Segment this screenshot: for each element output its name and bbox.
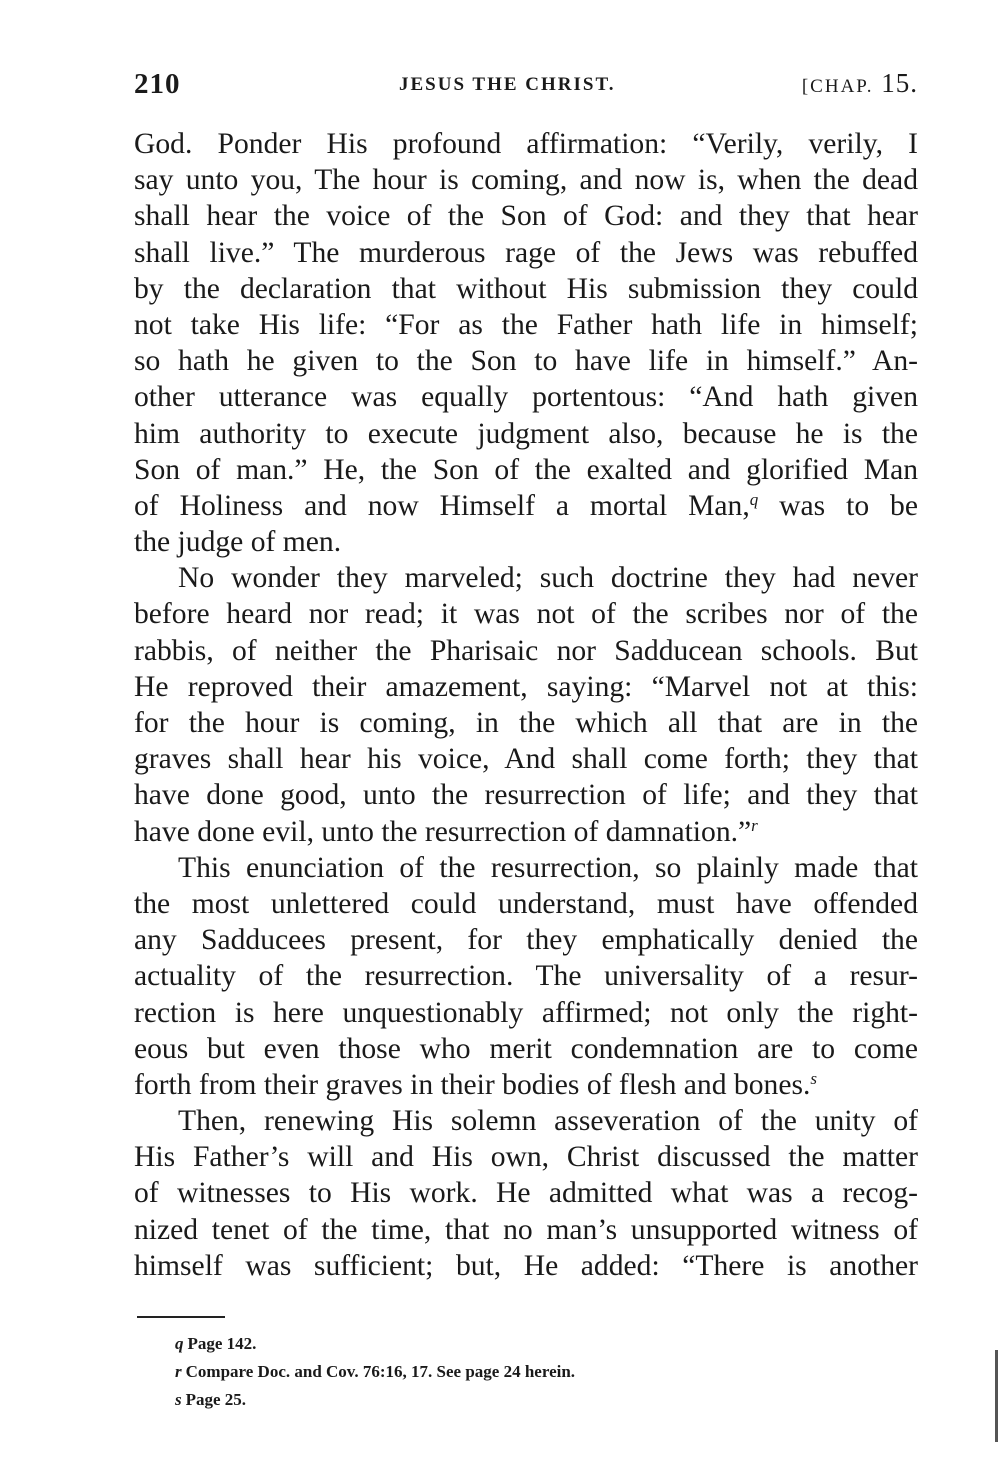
text-line: He reproved their amazement, saying: “Marvel not at this: bbox=[134, 670, 918, 703]
page-number: 210 bbox=[134, 68, 181, 100]
text-segment: forth from their graves in their bodies of flesh and bones. bbox=[134, 1068, 811, 1101]
footnote-ref-r[interactable]: r bbox=[751, 815, 758, 835]
text-line: before heard nor read; it was not of the scribes nor of the bbox=[134, 598, 918, 631]
footnote-marker: r bbox=[175, 1362, 182, 1381]
text-line: nized tenet of the time, that no man’s unsupported witness of bbox=[134, 1213, 918, 1246]
text-line: not take His life: “For as the Father hath life in himself; bbox=[134, 308, 918, 341]
body-text bbox=[134, 126, 918, 1284]
text-line: Then, renewing His solemn asseveration of the unity of bbox=[178, 1105, 918, 1138]
book-title: JESUS THE CHRIST. bbox=[399, 74, 616, 95]
footnote-marker: q bbox=[175, 1334, 184, 1353]
text-line: This enunciation of the resurrection, so plainly made that bbox=[178, 851, 918, 884]
text-line: rabbis, of neither the Pharisaic nor Sadducean schools. But bbox=[134, 634, 918, 667]
chapter-number: 15. bbox=[881, 68, 918, 98]
running-head bbox=[134, 68, 918, 104]
text-line: No wonder they marveled; such doctrine they had never bbox=[178, 562, 918, 595]
text-line: the judge of men. bbox=[134, 526, 342, 559]
footnotes bbox=[175, 1330, 875, 1414]
footnote-divider bbox=[137, 1316, 225, 1318]
text-line: of witnesses to His work. He admitted what was a recog- bbox=[134, 1177, 918, 1210]
chapter-prefix: [CHAP. bbox=[801, 76, 874, 97]
text-line: graves shall hear his voice, And shall come forth; they that bbox=[134, 743, 918, 776]
text-line: have done good, unto the resurrection of life; and they that bbox=[134, 779, 918, 812]
text-line: shall live.” The murderous rage of the Jews was rebuffed bbox=[134, 236, 918, 269]
text-segment: of Holiness and now Himself a mortal Man, bbox=[134, 489, 750, 522]
text-line: other utterance was equally portentous: “And hath given bbox=[134, 381, 918, 414]
text-line bbox=[134, 1067, 918, 1103]
text-line: the most unlettered could understand, must have offended bbox=[134, 887, 918, 920]
footnote-text: Compare Doc. and Cov. 76:16, 17. See page 24 herein. bbox=[185, 1362, 576, 1381]
text-line: shall hear the voice of the Son of God: and they that hear bbox=[134, 200, 918, 233]
footnote-ref-q[interactable]: q bbox=[749, 489, 759, 509]
text-line bbox=[134, 488, 918, 524]
text-line bbox=[134, 814, 918, 850]
text-segment: have done evil, unto the resurrection of damnation.” bbox=[134, 815, 752, 848]
footnote-r bbox=[175, 1358, 875, 1386]
text-line: by the declaration that without His submission they could bbox=[134, 272, 918, 305]
text-line: so hath he given to the Son to have life in himself.” An- bbox=[134, 345, 918, 378]
text-line: Son of man.” He, the Son of the exalted and glorified Man bbox=[134, 453, 918, 486]
footnote-s bbox=[175, 1386, 875, 1414]
footnote-text: Page 142. bbox=[187, 1334, 257, 1353]
footnote-marker: s bbox=[175, 1390, 182, 1409]
footnote-text: Page 25. bbox=[185, 1390, 247, 1409]
footnote-q bbox=[175, 1330, 875, 1358]
text-line: himself was sufficient; but, He added: “There is another bbox=[134, 1249, 918, 1282]
text-line: any Sadducees present, for they emphatically denied the bbox=[134, 924, 918, 957]
scan-edge-mark bbox=[995, 1350, 998, 1442]
footnote-ref-s[interactable]: s bbox=[810, 1068, 817, 1088]
text-line: eous but even those who merit condemnation are to come bbox=[134, 1032, 918, 1065]
text-line: him authority to execute judgment also, because he is the bbox=[134, 417, 918, 450]
text-line: God. Ponder His profound affirmation: “Verily, verily, I bbox=[134, 128, 918, 160]
chapter-label bbox=[802, 68, 918, 99]
text-line: say unto you, The hour is coming, and now is, when the dead bbox=[134, 164, 918, 197]
text-line: actuality of the resurrection. The universality of a resur- bbox=[134, 960, 918, 993]
text-line: His Father’s will and His own, Christ discussed the matter bbox=[134, 1141, 918, 1174]
text-line: for the hour is coming, in the which all that are in the bbox=[134, 707, 918, 739]
text-line: rection is here unquestionably affirmed; not only the right- bbox=[134, 996, 918, 1029]
text-segment: was to be bbox=[779, 489, 918, 522]
